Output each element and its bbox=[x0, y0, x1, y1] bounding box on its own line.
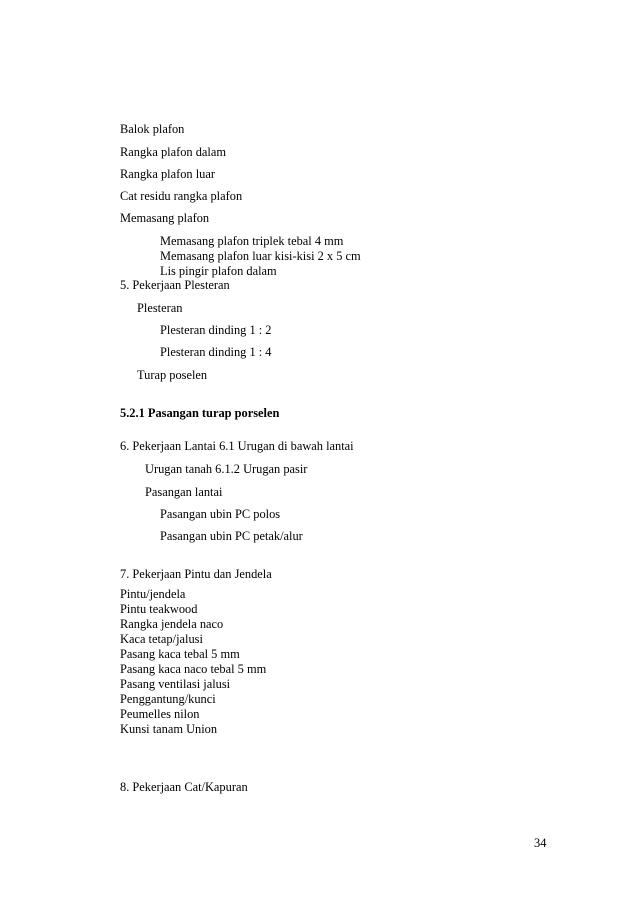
line-plesteran: Plesteran bbox=[137, 301, 183, 315]
line-pasang-ventilasi: Pasang ventilasi jalusi bbox=[120, 677, 231, 691]
section-6-heading: 6. Pekerjaan Lantai 6.1 Urugan di bawah lantai bbox=[120, 439, 354, 453]
line-memasang-triplek: Memasang plafon triplek tebal 4 mm bbox=[160, 234, 344, 248]
line-memasang-plafon: Memasang plafon bbox=[120, 211, 210, 225]
line-lis-pingir: Lis pingir plafon dalam bbox=[160, 264, 277, 278]
line-plesteran-1-2: Plesteran dinding 1 : 2 bbox=[160, 323, 272, 337]
line-kaca-tetap: Kaca tetap/jalusi bbox=[120, 632, 203, 646]
line-pintu-jendela: Pintu/jendela bbox=[120, 587, 186, 601]
line-turap-poselen: Turap poselen bbox=[137, 368, 208, 382]
line-memasang-kisi: Memasang plafon luar kisi-kisi 2 x 5 cm bbox=[160, 249, 361, 263]
line-pasang-kaca-naco: Pasang kaca naco tebal 5 mm bbox=[120, 662, 267, 676]
page-number: 34 bbox=[534, 836, 547, 850]
line-kunsi-tanam: Kunsi tanam Union bbox=[120, 722, 218, 736]
line-balok-plafon: Balok plafon bbox=[120, 122, 185, 136]
line-rangka-jendela-naco: Rangka jendela naco bbox=[120, 617, 224, 631]
line-pasang-kaca-5: Pasang kaca tebal 5 mm bbox=[120, 647, 240, 661]
line-rangka-plafon-luar: Rangka plafon luar bbox=[120, 167, 215, 181]
line-plesteran-1-4: Plesteran dinding 1 : 4 bbox=[160, 345, 272, 359]
section-5-heading: 5. Pekerjaan Plesteran bbox=[120, 278, 230, 292]
line-ubin-petak: Pasangan ubin PC petak/alur bbox=[160, 529, 303, 543]
line-cat-residu: Cat residu rangka plafon bbox=[120, 189, 243, 203]
section-8-heading: 8. Pekerjaan Cat/Kapuran bbox=[120, 780, 248, 794]
line-peumelles: Peumelles nilon bbox=[120, 707, 200, 721]
line-pasangan-lantai: Pasangan lantai bbox=[145, 485, 223, 499]
line-urugan-tanah: Urugan tanah 6.1.2 Urugan pasir bbox=[145, 462, 308, 476]
line-pintu-teakwood: Pintu teakwood bbox=[120, 602, 198, 616]
subsection-521-heading: 5.2.1 Pasangan turap porselen bbox=[120, 406, 280, 420]
section-7-heading: 7. Pekerjaan Pintu dan Jendela bbox=[120, 567, 272, 581]
line-penggantung: Penggantung/kunci bbox=[120, 692, 216, 706]
line-ubin-polos: Pasangan ubin PC polos bbox=[160, 507, 281, 521]
line-rangka-plafon-dalam: Rangka plafon dalam bbox=[120, 145, 226, 159]
